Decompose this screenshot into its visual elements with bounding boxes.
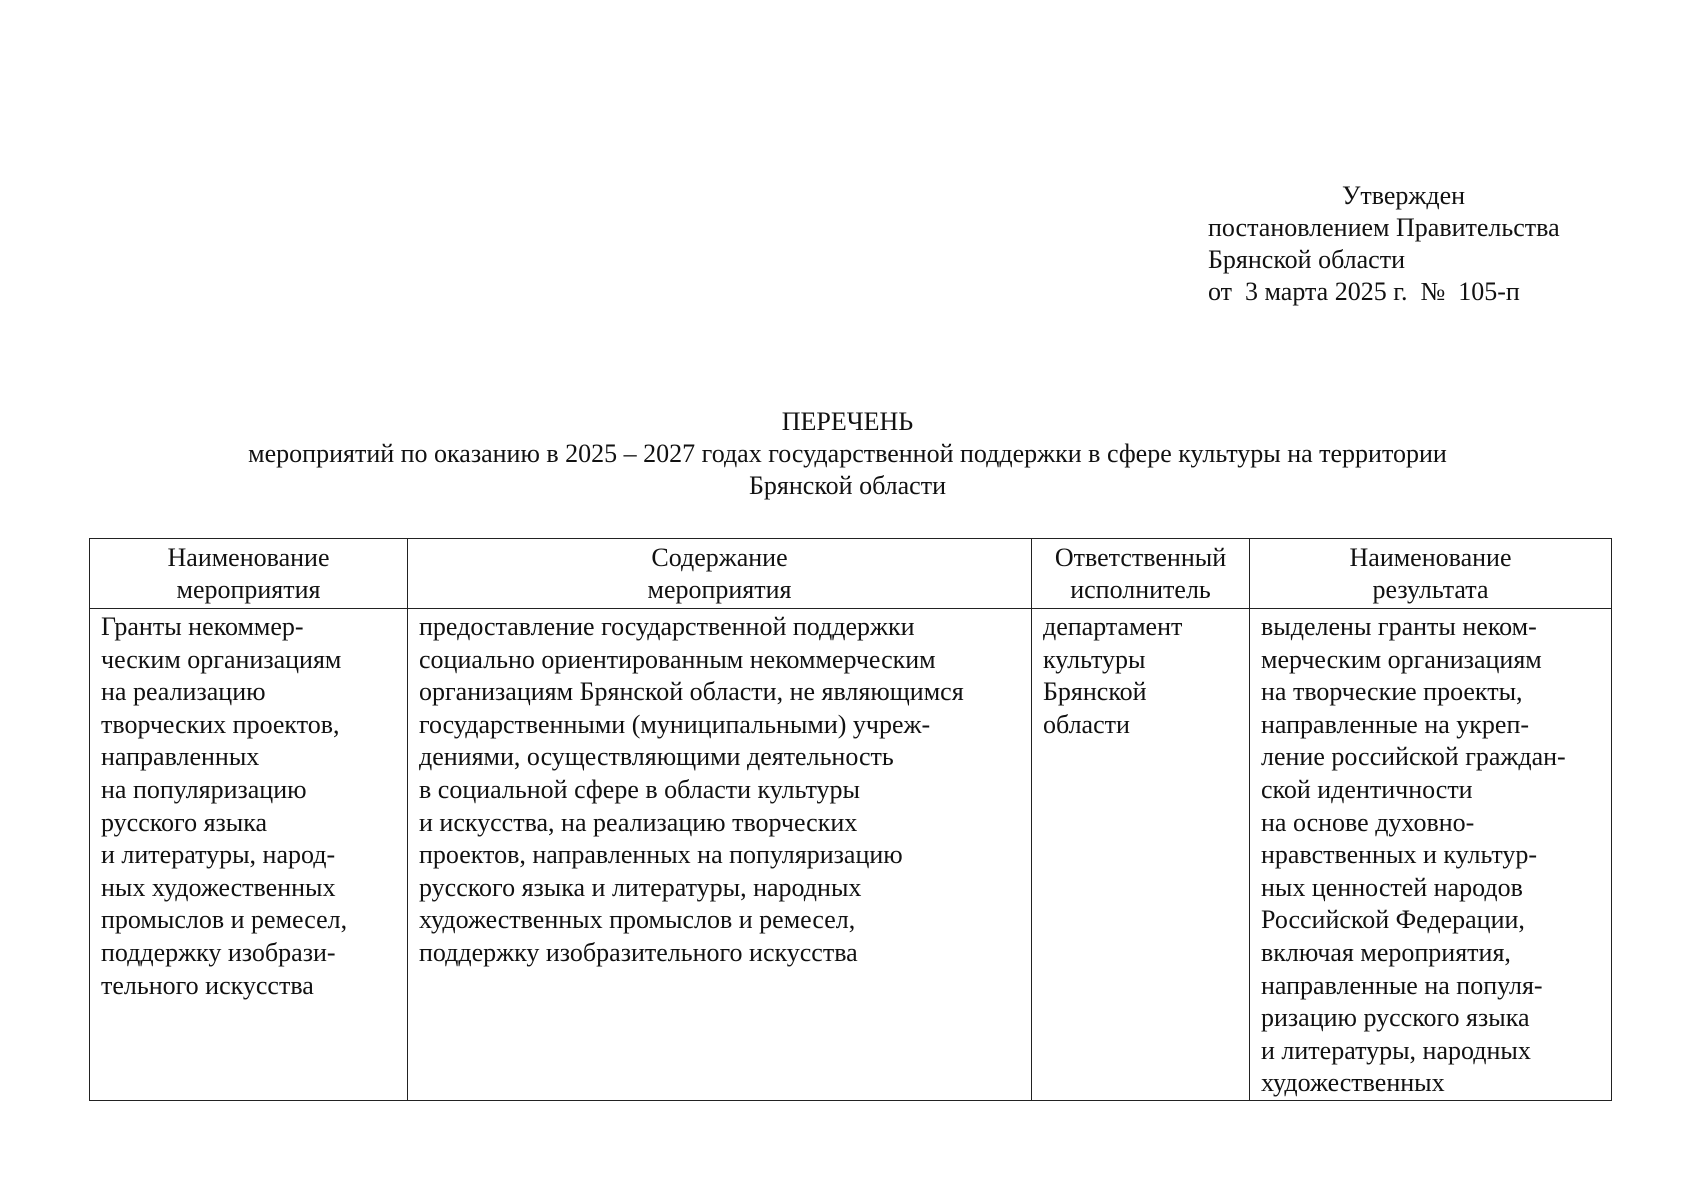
approval-line-resolution: постановлением Правительства <box>1208 213 1560 242</box>
cell-responsible-executor <box>1032 609 1250 1101</box>
cell-text-line: социально ориентированным некоммерческим <box>419 644 936 674</box>
cell-text-line: культуры <box>1043 644 1146 674</box>
table-row <box>90 609 1612 1101</box>
cell-text-line: ческим организациям <box>101 644 342 674</box>
cell-result-name <box>1250 609 1612 1101</box>
approval-line-date-number: от 3 марта 2025 г. № 105-п <box>1208 277 1520 306</box>
cell-text-line: и искусства, на реализацию творческих <box>419 807 858 837</box>
header-text: Наименование <box>167 543 330 572</box>
cell-text-line: поддержку изобрази- <box>101 937 336 967</box>
cell-text-line: мерческим организациям <box>1261 644 1542 674</box>
cell-text-line: промыслов и ремесел, <box>101 905 348 935</box>
header-text: результата <box>1372 575 1489 604</box>
cell-text-line: направленные на укреп- <box>1261 709 1530 739</box>
document-title: ПЕРЕЧЕНЬ <box>781 407 914 436</box>
cell-text-line: выделены гранты неком- <box>1261 612 1537 641</box>
cell-text-line: организациям Брянской области, не являющимся <box>419 677 964 707</box>
cell-text-line: Брянской <box>1043 677 1147 707</box>
cell-text-line: ных художественных <box>101 872 336 902</box>
document-subtitle <box>0 438 1695 502</box>
cell-text-line: ных ценностей народов <box>1261 872 1523 902</box>
cell-text-line: включая мероприятия, <box>1261 937 1511 967</box>
document-subtitle-line: мероприятий по оказанию в 2025 – 2027 годах государственной поддержки в сфере культуры на территории <box>248 439 1447 468</box>
cell-text-line: в социальной сфере в области культуры <box>419 774 860 804</box>
header-text: мероприятия <box>176 575 321 604</box>
cell-text-line: и литературы, народных <box>1261 1035 1531 1065</box>
cell-text-line: дениями, осуществляющими деятельность <box>419 742 894 772</box>
cell-text-line: и литературы, народ- <box>101 840 336 870</box>
cell-text-line: творческих проектов, <box>101 709 340 739</box>
cell-text-line: русского языка <box>101 807 268 837</box>
header-responsible-executor <box>1032 539 1250 609</box>
cell-text-line: поддержку изобразительного искусства <box>419 937 858 967</box>
cell-text-line: ской идентичности <box>1261 774 1473 804</box>
approval-line-region: Брянской области <box>1208 245 1405 274</box>
approval-line-approved: Утвержден <box>1342 181 1466 210</box>
cell-text-line: художественных промыслов и ремесел, <box>419 905 856 935</box>
cell-text-line: ление российской граждан- <box>1261 742 1566 772</box>
header-measure-name <box>90 539 408 609</box>
cell-text-line: русского языка и литературы, народных <box>419 872 862 902</box>
header-measure-content <box>408 539 1032 609</box>
header-text: исполнитель <box>1070 575 1211 604</box>
cell-text-line: области <box>1043 709 1130 739</box>
table-header-row <box>90 539 1612 609</box>
cell-text-line: департамент <box>1043 612 1183 641</box>
cell-text-line: художественных <box>1261 1068 1445 1098</box>
cell-text-line: предоставление государственной поддержки <box>419 612 915 641</box>
cell-text-line: на основе духовно- <box>1261 807 1475 837</box>
header-text: Наименование <box>1349 543 1512 572</box>
cell-text-line: тельного искусства <box>101 970 314 1000</box>
cell-text-line: государственными (муниципальными) учреж- <box>419 709 931 739</box>
cell-text-line: проектов, направленных на популяризацию <box>419 840 903 870</box>
cell-text-line: на реализацию <box>101 677 266 707</box>
cell-measure-name <box>90 609 408 1101</box>
cell-text-line: на творческие проекты, <box>1261 677 1523 707</box>
document-heading <box>0 406 1695 502</box>
cell-text-line: Гранты некоммер- <box>101 612 304 641</box>
header-text: Содержание <box>651 543 788 572</box>
header-text: Ответственный <box>1054 543 1227 572</box>
cell-text-line: направленные на популя- <box>1261 970 1543 1000</box>
cell-text-line: ризацию русского языка <box>1261 1003 1530 1033</box>
cell-text-line: на популяризацию <box>101 774 307 804</box>
cell-text-line: нравственных и культур- <box>1261 840 1537 870</box>
cell-text-line: направленных <box>101 742 260 772</box>
measures-table <box>89 538 1612 1101</box>
cell-text-line: Российской Федерации, <box>1261 905 1525 935</box>
approval-stamp <box>1208 180 1668 308</box>
header-result-name <box>1250 539 1612 609</box>
header-text: мероприятия <box>647 575 792 604</box>
document-subtitle-line: Брянской области <box>749 471 946 500</box>
cell-measure-content <box>408 609 1032 1101</box>
